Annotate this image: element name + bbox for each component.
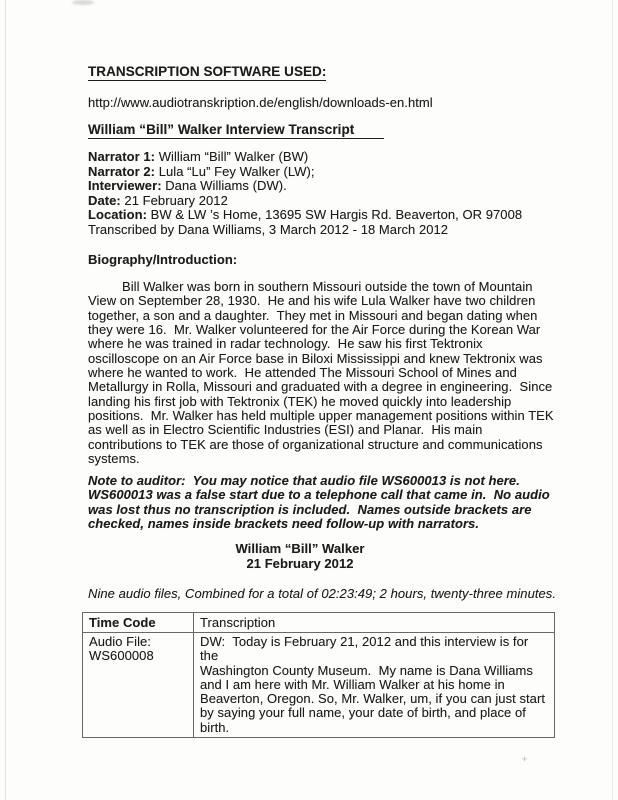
scan-edge-line-left <box>5 0 6 800</box>
table-header-row <box>83 613 555 633</box>
audio-files-summary: Nine audio files, Combined for a total of 02:23:49; 2 hours, twenty-three minutes. <box>88 586 557 601</box>
cell-time-code: Audio File: WS600008 <box>83 633 194 738</box>
metadata-value: Lula “Lu” Fey Walker (LW); <box>155 163 315 179</box>
metadata-label: Narrator 1: <box>88 149 156 164</box>
metadata-value: Dana Williams (DW). <box>161 178 287 194</box>
signature-name: William “Bill” Walker <box>235 541 365 556</box>
header-cell-time-code: Time Code <box>83 613 194 633</box>
metadata-line-date <box>88 194 522 209</box>
metadata-line-narrator1 <box>88 150 522 165</box>
interview-metadata-block <box>88 150 522 238</box>
metadata-line-location <box>88 208 522 223</box>
biography-paragraph: Bill Walker was born in southern Missouri outside the town of Mountain View on September 28, 1930. He and his wife Lula Walker have two children together, a son and a daughter. They met in Missouri and began dating when they were 16. Mr. Walker volunteered for the Air Force during the Korean War where he was trained in radar technology. He saw his first Tektronix oscilloscope on an Air Force base in Biloxi Mississippi and knew Tektronix was where he wanted to work. He attended The Missouri School of Mines and Metallurgy in Rolla, Missouri and graduated with a degree in engineering. Since landing his first job with Tektronix (TEK) he moved quickly into leadership positions. Mr. Walker has held multiple upper management positions within TEK as well as in Electro Scientific Industries (ESI) and Planar. His main contributions to TEK are those of organizational structure and communications systems. <box>88 279 554 467</box>
metadata-label: Narrator 2: <box>88 163 156 179</box>
metadata-label: Location: <box>88 207 147 223</box>
cell-transcription: DW: Today is February 21, 2012 and this interview is for the Washington County Museum. My name is Dana Williams and I am here with Mr. William Walker at his home in Beaverton, Oregon. So, Mr. Walker, um, if you can just start by saying your full name, your date of birth, and place of birth. <box>194 633 555 738</box>
table-row <box>83 633 555 738</box>
software-url-text: http://www.audiotranskription.de/english/downloads-en.html <box>88 95 433 110</box>
metadata-value: 21 February 2012 <box>120 192 228 208</box>
auditor-note-paragraph: Note to auditor: You may notice that audio file WS600013 is not here. WS600013 was a false start due to a telephone call that came in. No audio was lost thus no transcription is included. Names outside brackets are checked, names inside brackets need follow-up with narrators. <box>88 473 550 532</box>
header-cell-transcription: Transcription <box>194 613 555 633</box>
metadata-line-narrator2 <box>88 165 522 180</box>
biography-heading: Biography/Introduction: <box>88 252 238 267</box>
transcription-table <box>82 612 555 738</box>
metadata-label: Date: <box>88 192 121 208</box>
metadata-value: Transcribed by Dana Williams, 3 March 2012 - 18 March 2012 <box>88 221 449 237</box>
metadata-value: BW & LW ’s Home, 13695 SW Hargis Rd. Beaverton, OR 97008 <box>146 207 523 223</box>
scan-edge-line-right <box>612 0 613 800</box>
metadata-line-interviewer <box>88 179 522 194</box>
scan-smudge-artifact <box>72 0 94 5</box>
software-used-heading: TRANSCRIPTION SOFTWARE USED: <box>88 64 327 79</box>
scan-plus-artifact: + <box>522 754 528 764</box>
signature-date: 21 February 2012 <box>246 556 354 571</box>
signature-block <box>88 541 512 571</box>
metadata-line-transcribed-by <box>88 223 522 238</box>
transcript-title-heading: William “Bill” Walker Interview Transcript <box>88 122 384 139</box>
metadata-value: William “Bill” Walker (BW) <box>155 149 309 164</box>
metadata-label: Interviewer: <box>88 178 162 194</box>
